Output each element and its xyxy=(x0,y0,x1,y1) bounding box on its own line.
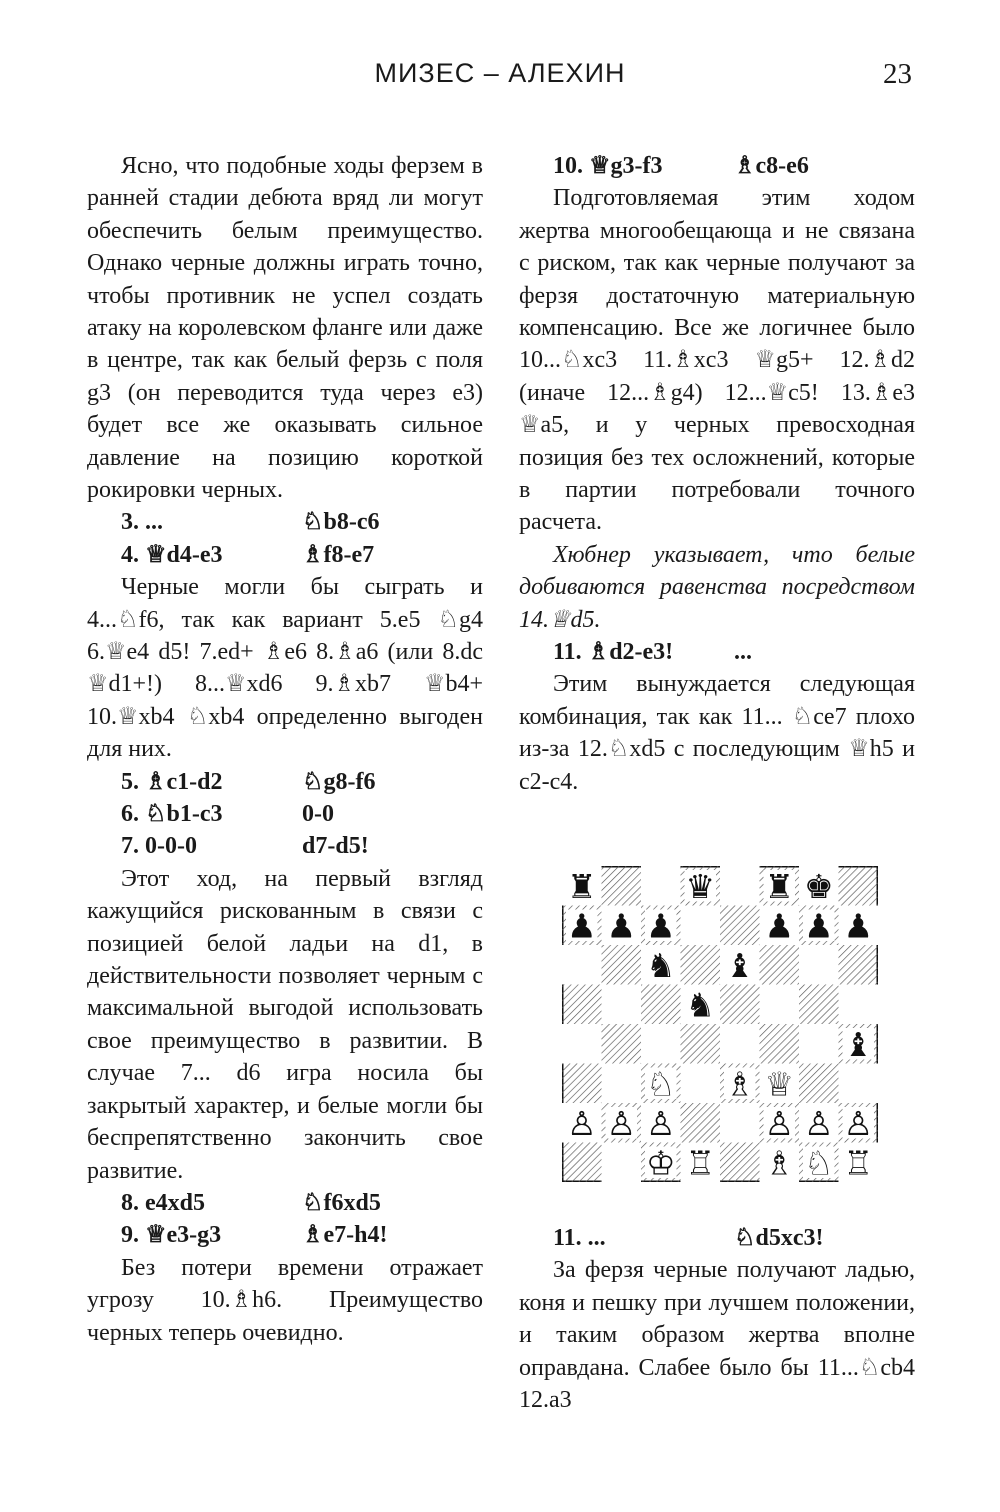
paragraph: За ферзя черные получают ладью, коня и пешку при лучшем положении, и таким образом жертва вполне оправдана. Слабее было бы 11...♘cb4 12.a3 xyxy=(519,1257,915,1414)
light-square xyxy=(562,945,602,985)
black-move: ♗c8-e6 xyxy=(734,153,809,179)
black-pawn-icon: ♟ xyxy=(764,906,795,946)
dark-square xyxy=(602,866,642,906)
paragraph: Подготовляемая этим ходом жертва многообещающа и не связана с риском, так как черные получают за ферзя достаточную материальную компенсацию. Все же логичнее было 10...♘xc3 11.♗xc3 ♕g5+ 12.♗d2 (иначе 12...♗g4) 12...♕c5! 13.♗e3 ♕a5, и у черных превосходная позиция без тех осложнений, которые в партии потребовали точного расчета. xyxy=(519,185,915,536)
black-rook-icon: ♜ xyxy=(566,866,597,906)
black-pawn-icon: ♟ xyxy=(645,906,676,946)
light-square xyxy=(641,866,681,906)
dark-square xyxy=(602,945,642,985)
black-move: ♘g8-f6 xyxy=(302,768,376,795)
paragraph: Этот ход, на первый взгляд кажущийся рискованным в связи с позицией белой ладьи на d1, в действительности позволяет черным с максимальной выгодой использовать свое преимущество в развитии. В случае 7... d6 игра носила бы закрытый характер, и белые могли бы беспрепятственно закончить свое развитие. xyxy=(87,865,483,1184)
dark-square xyxy=(720,906,760,946)
paragraph: Без потери времени отражает угрозу 10.♗h6. Преимущество черных теперь очевидно. xyxy=(87,1254,483,1346)
quote-paragraph: Хюбнер указывает, что белые добиваются равенства посредством 14.♕d5. xyxy=(519,541,915,633)
dark-square xyxy=(799,985,839,1025)
white-move: 11. ... xyxy=(553,1225,606,1251)
move-row xyxy=(87,830,483,862)
move-row xyxy=(519,1222,915,1254)
light-square xyxy=(641,1024,681,1064)
move-row xyxy=(87,506,483,538)
black-bishop-icon: ♝ xyxy=(724,945,755,985)
light-square xyxy=(720,866,760,906)
white-move: 3. ... xyxy=(121,509,163,536)
black-king-icon: ♚ xyxy=(803,866,834,906)
black-move: ♗e7-h4! xyxy=(302,1222,388,1249)
black-bishop-icon: ♝ xyxy=(843,1024,874,1064)
white-move: 7. 0-0-0 xyxy=(121,833,197,860)
paragraph: Этим вынуждается следующая комбинация, так как 11... ♘ce7 плохо из-за 12.♘xd5 с последующим ♕h5 и c2-c4. xyxy=(519,671,915,795)
move-row xyxy=(87,1219,483,1251)
light-square xyxy=(839,1064,879,1104)
dark-square xyxy=(839,866,879,906)
move-row xyxy=(87,766,483,798)
light-square xyxy=(720,1103,760,1143)
black-knight-icon: ♞ xyxy=(685,985,716,1025)
dark-square xyxy=(562,1064,602,1104)
move-row xyxy=(519,150,915,182)
dark-square xyxy=(602,1024,642,1064)
dark-square xyxy=(681,1024,721,1064)
dark-square xyxy=(681,1103,721,1143)
dark-square xyxy=(760,945,800,985)
white-knight-icon: ♘ xyxy=(803,1143,834,1182)
light-square xyxy=(681,906,721,946)
dark-square xyxy=(720,985,760,1025)
dark-square xyxy=(799,1064,839,1104)
light-square xyxy=(720,1024,760,1064)
white-bishop-icon: ♗ xyxy=(724,1064,755,1104)
white-move: 8. e4xd5 xyxy=(121,1189,205,1216)
page-number: 23 xyxy=(883,58,912,90)
white-king-icon: ♔ xyxy=(645,1143,676,1182)
white-pawn-icon: ♙ xyxy=(764,1103,795,1143)
black-move: d7-d5! xyxy=(302,833,369,860)
white-move: 11. ♗d2-e3! xyxy=(553,639,674,666)
light-square xyxy=(602,1143,642,1183)
white-move: 4. ♕d4-e3 xyxy=(121,541,223,568)
right-column-lower xyxy=(519,1222,915,1416)
chess-diagram xyxy=(562,866,878,1182)
dark-square xyxy=(720,1143,760,1183)
dark-square xyxy=(839,945,879,985)
chess-board xyxy=(562,866,878,1182)
left-column xyxy=(87,150,483,1349)
light-square xyxy=(681,1064,721,1104)
black-move: ♘b8-c6 xyxy=(302,509,380,536)
white-move: 6. ♘b1-c3 xyxy=(121,801,223,828)
light-square xyxy=(839,985,879,1025)
black-move: 0-0 xyxy=(302,801,334,828)
dark-square xyxy=(760,1024,800,1064)
move-row xyxy=(87,798,483,830)
white-queen-icon: ♕ xyxy=(764,1064,795,1104)
black-pawn-icon: ♟ xyxy=(803,906,834,946)
black-pawn-icon: ♟ xyxy=(566,906,597,946)
white-rook-icon: ♖ xyxy=(843,1143,874,1182)
white-move: 5. ♗c1-d2 xyxy=(121,768,223,795)
move-row xyxy=(519,636,915,668)
running-head: МИЗЕС – АЛЕХИН xyxy=(374,58,626,88)
light-square xyxy=(799,1024,839,1064)
black-move: ♘d5xc3! xyxy=(734,1225,824,1251)
white-pawn-icon: ♙ xyxy=(645,1103,676,1143)
white-pawn-icon: ♙ xyxy=(606,1103,637,1143)
white-knight-icon: ♘ xyxy=(645,1064,676,1104)
light-square xyxy=(562,1024,602,1064)
dark-square xyxy=(562,985,602,1025)
white-pawn-icon: ♙ xyxy=(843,1103,874,1143)
black-move: ... xyxy=(734,639,752,666)
white-move: 9. ♕e3-g3 xyxy=(121,1222,222,1249)
white-bishop-icon: ♗ xyxy=(764,1143,795,1182)
white-pawn-icon: ♙ xyxy=(566,1103,597,1143)
black-move: ♗f8-e7 xyxy=(302,541,375,568)
right-column xyxy=(519,150,915,798)
white-rook-icon: ♖ xyxy=(685,1143,716,1182)
white-move: 10. ♕g3-f3 xyxy=(553,153,663,179)
move-row xyxy=(87,1187,483,1219)
dark-square xyxy=(641,985,681,1025)
light-square xyxy=(799,945,839,985)
dark-square xyxy=(681,945,721,985)
black-rook-icon: ♜ xyxy=(764,866,795,906)
light-square xyxy=(760,985,800,1025)
black-pawn-icon: ♟ xyxy=(606,906,637,946)
move-row xyxy=(87,539,483,571)
white-pawn-icon: ♙ xyxy=(803,1103,834,1143)
paragraph: Ясно, что подобные ходы ферзем в ранней стадии дебюта вряд ли могут обеспечить белым преимущество. Однако черные должны играть точно, чтобы противник не успел создать атаку на королевском фланге или даже в центре, так как белый ферзь с поля g3 (он переводится туда через е3) будет все же оказывать сильное давление на позицию короткой рокировки черных. xyxy=(87,153,483,504)
black-queen-icon: ♛ xyxy=(685,866,716,906)
light-square xyxy=(602,985,642,1025)
black-knight-icon: ♞ xyxy=(645,945,676,985)
black-move: ♘f6xd5 xyxy=(302,1189,381,1216)
light-square xyxy=(602,1064,642,1104)
dark-square xyxy=(562,1143,602,1183)
paragraph: Черные могли бы сыграть и 4...♘f6, так как вариант 5.e5 ♘g4 6.♕e4 d5! 7.ed+ ♗e6 8.♗a6 (или 8.dc ♕d1+!) 8...♕xd6 9.♗xb7 ♕b4+ 10.♕xb4 ♘xb4 определенно выгоден для них. xyxy=(87,574,483,763)
black-pawn-icon: ♟ xyxy=(843,906,874,946)
